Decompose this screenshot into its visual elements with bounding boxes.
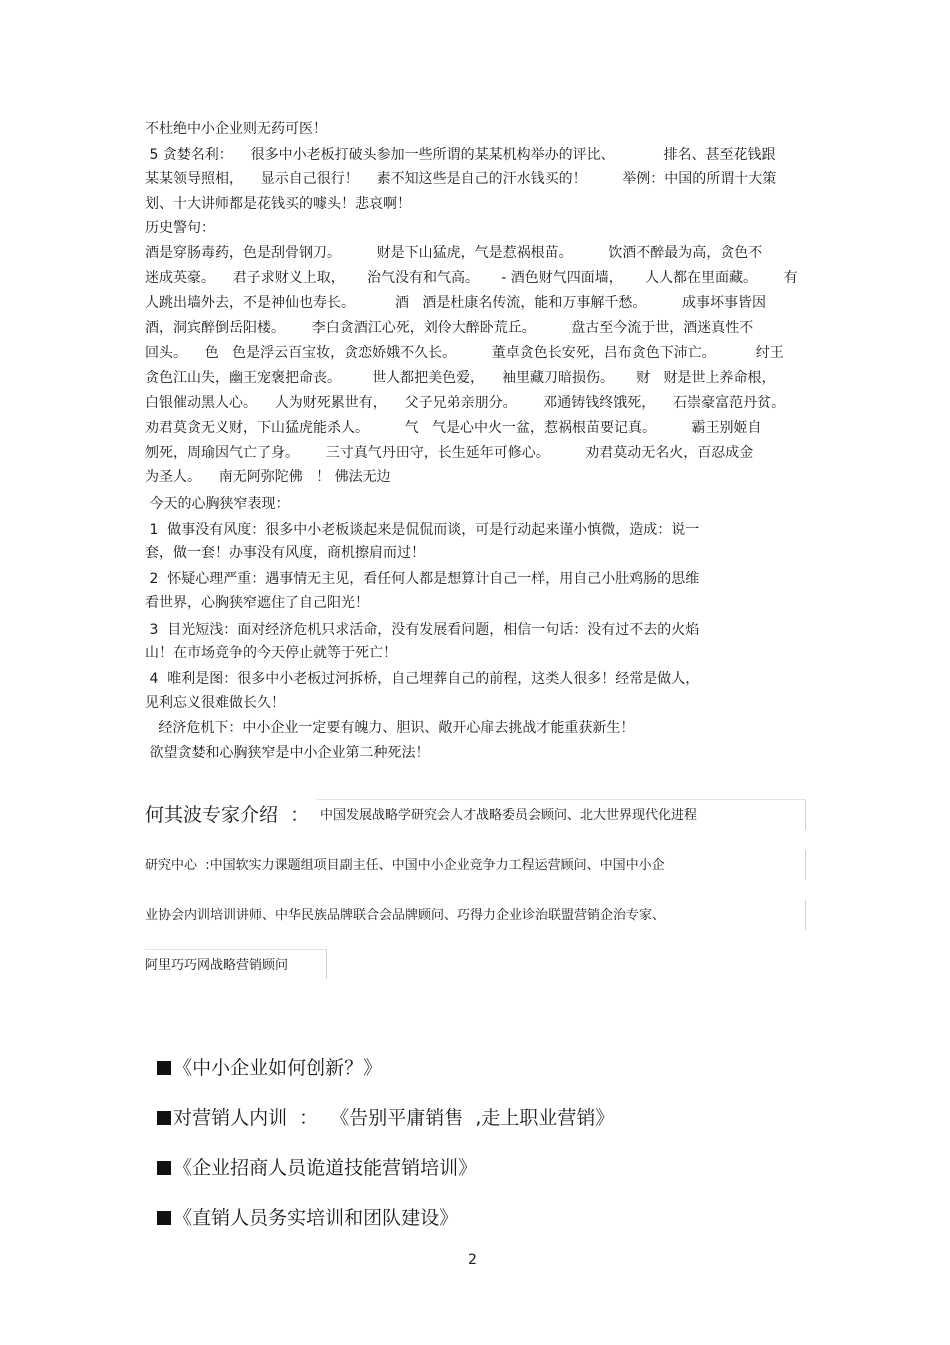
page-number: 2 xyxy=(468,1252,477,1268)
body-line: 今天的心胸狭窄表现： xyxy=(145,496,290,512)
course-item xyxy=(145,1176,458,1232)
expert-line: 中国发展战略学研究会人才战略委员会顾问、北大世界现代化进程 xyxy=(320,808,698,823)
expert-title: 何其波专家介绍 ： xyxy=(145,804,310,826)
body-line: 酒，洞宾醉倒岳阳楼。 李白贪酒江心死，刘伶大醉卧荒丘。 盘古至今流于世，酒迷真性不 xyxy=(145,320,754,336)
body-line: 迷成英豪。 君子求财义上取， 治气没有和气高。 - 酒色财气四面墙， 人人都在里面藏。 有 xyxy=(145,270,798,286)
course-item xyxy=(145,1126,477,1182)
body-line: 划、十大讲师都是花钱买的噱头！悲哀啊！ xyxy=(145,196,411,212)
body-line: 4 唯利是图：很多中小老板过河拆桥，自己埋葬自己的前程，这类人很多！经常是做人， xyxy=(145,671,700,687)
intro-divider xyxy=(326,949,327,979)
body-line: 5 贪婪名利： 很多中小老板打破头参加一些所谓的某某机构举办的评比、 排名、甚至花钱跟 xyxy=(145,147,776,163)
square-bullet-icon xyxy=(157,1111,171,1125)
body-line: 山！在市场竞争的今天停止就等于死亡！ xyxy=(145,645,397,661)
square-bullet-icon xyxy=(157,1161,171,1175)
course-title: 《中小企业如何创新？》 xyxy=(173,1057,383,1079)
body-line: 2 怀疑心理严重：遇事情无主见，看任何人都是想算计自己一样，用自己小肚鸡肠的思维 xyxy=(145,571,700,587)
expert-line: 阿里巧巧网战略营销顾问 xyxy=(145,958,289,973)
intro-divider xyxy=(805,900,806,930)
body-line: 贪色江山失，幽王宠褒把命丧。 世人都把美色爱， 袖里藏刀暗损伤。 财 财是世上养命根， xyxy=(145,370,776,386)
body-line: 酒是穿肠毒药，色是刮骨钢刀。 财是下山猛虎，气是惹祸根苗。 饮酒不醉最为高，贪色不 xyxy=(145,245,763,261)
intro-divider xyxy=(805,800,806,830)
intro-divider xyxy=(316,799,806,800)
body-line: 为圣人。 南无阿弥陀佛 ！ 佛法无边 xyxy=(145,469,391,485)
body-line: 见利忘义很难做长久！ xyxy=(145,695,285,711)
body-line: 欲望贪婪和心胸狭窄是中小企业第二种死法！ xyxy=(145,745,430,761)
body-line: 1 做事没有风度：很多中小老板谈起来是侃侃而谈，可是行动起来谨小慎微，造成：说一 xyxy=(145,522,700,538)
body-line: 白银催动黑人心。 人为财死累世有， 父子兄弟亲朋分。 邓通铸钱终饿死， 石崇豪富范丹贫。 xyxy=(145,395,786,411)
intro-divider xyxy=(805,850,806,880)
expert-line: 研究中心 :中国软实力课题组项目副主任、中国中小企业竞争力工程运营顾问、中国中小企 xyxy=(145,858,665,873)
body-line: 人跳出墙外去，不是神仙也寿长。 酒 酒是杜康名传流，能和万事解千愁。 成事坏事皆因 xyxy=(145,295,767,311)
course-title: 《直销人员务实培训和团队建设》 xyxy=(173,1207,459,1229)
body-line: 刎死，周瑜因气亡了身。 三寸真气丹田守，长生延年可修心。 劝君莫动无名火，百忍成金 xyxy=(145,445,754,461)
body-line: 劝君莫贪无义财，下山猛虎能杀人。 气 气是心中火一盆，惹祸根苗要记真。 霸王别姬自 xyxy=(145,420,762,436)
body-line: 某某领导照相， 显示自己很行！ 素不知这些是自己的汗水钱买的！ 举例：中国的所谓十大策 xyxy=(145,171,777,187)
body-line: 套，做一套！办事没有风度，商机擦肩而过！ xyxy=(145,545,425,561)
square-bullet-icon xyxy=(157,1211,171,1225)
body-line: 看世界，心胸狭窄遮住了自己阳光！ xyxy=(145,595,369,611)
expert-line: 业协会内训培训讲师、中华民族品牌联合会品牌顾问、巧得力企业诊治联盟营销企治专家、 xyxy=(145,908,666,923)
square-bullet-icon xyxy=(157,1061,171,1075)
body-line: 3 目光短浅：面对经济危机只求活命，没有发展看问题，相信一句话：没有过不去的火焰 xyxy=(145,622,700,638)
course-item xyxy=(145,1076,614,1132)
body-line: 回头。 色 色是浮云百宝妆，贪恋娇娥不久长。 董卓贪色长安死，吕布贪色下沛亡。 纣王 xyxy=(145,345,784,361)
course-title: 《企业招商人员诡道技能营销培训》 xyxy=(173,1157,478,1179)
intro-divider xyxy=(145,949,327,950)
body-line: 历史警句： xyxy=(145,220,215,236)
body-line: 不杜绝中小企业则无药可医！ xyxy=(145,121,327,137)
course-item xyxy=(145,1026,382,1082)
body-line: 经济危机下：中小企业一定要有魄力、胆识、敞开心扉去挑战才能重获新生！ xyxy=(145,720,635,736)
course-title: 对营销人内训 ： 《告别平庸销售 ,走上职业营销》 xyxy=(173,1107,615,1129)
